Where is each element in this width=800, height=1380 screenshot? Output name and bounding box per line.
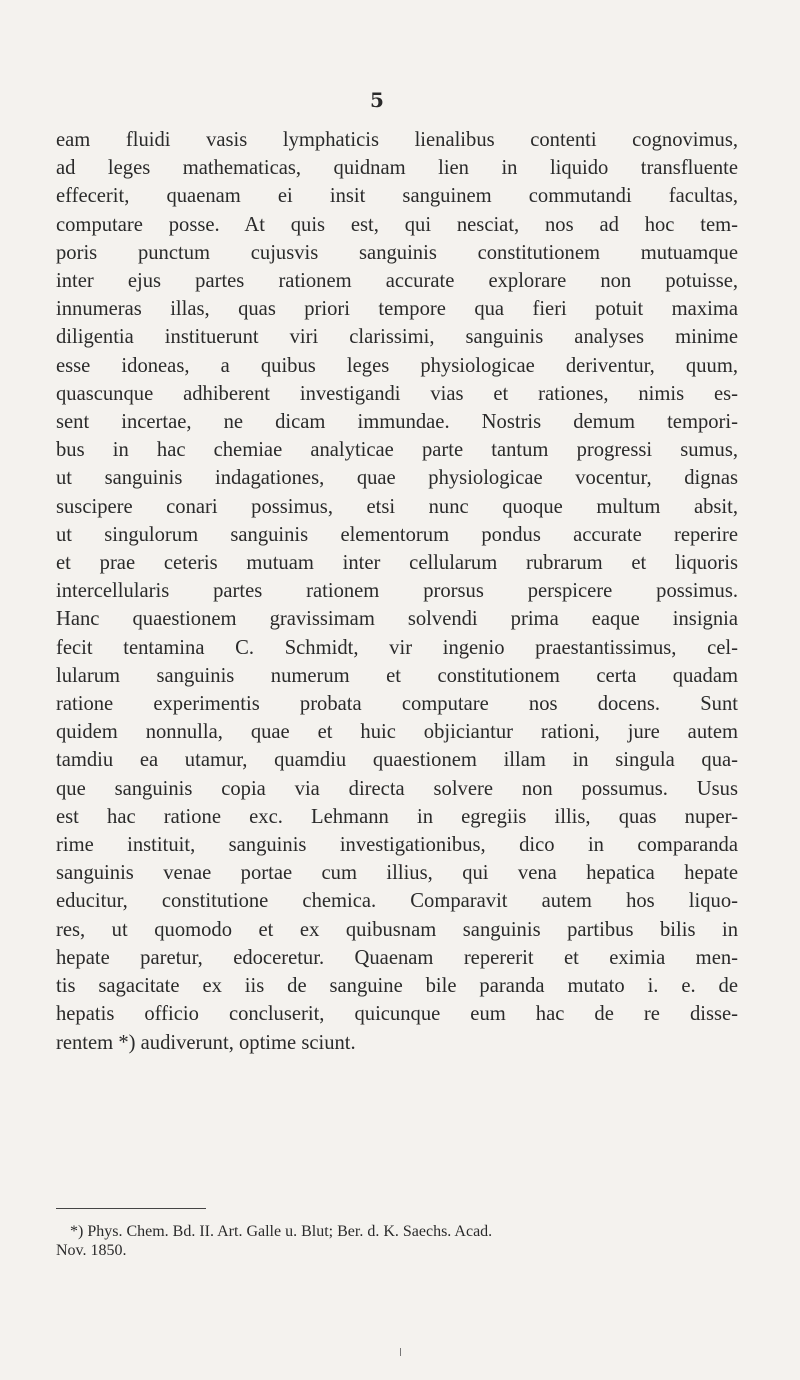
- footnote-line: *) Phys. Chem. Bd. II. Art. Galle u. Blut; Ber. d. K. Saechs. Acad.: [70, 1223, 493, 1240]
- text-line: Hanc quaestionem gravissimam solvendi prima eaque insignia: [56, 608, 738, 631]
- text-line: lularum sanguinis numerum et constitutionem certa quadam: [56, 664, 738, 687]
- text-line: rime instituit, sanguinis investigationibus, dico in comparanda: [56, 834, 738, 857]
- page-number: 5: [370, 88, 384, 112]
- text-line: ratione experimentis probata computare nos docens. Sunt: [56, 693, 738, 716]
- text-line: fecit tentamina C. Schmidt, vir ingenio praestantissimus, cel-: [56, 636, 738, 659]
- text-line: sent incertae, ne dicam immundae. Nostris demum tempori-: [56, 411, 738, 434]
- footnote: [56, 1222, 738, 1260]
- text-line: tamdiu ea utamur, quamdiu quaestionem illam in singula qua-: [56, 749, 738, 772]
- text-line: computare posse. At quis est, qui nesciat, nos ad hoc tem-: [56, 213, 738, 236]
- main-paragraph: [56, 126, 738, 1057]
- text-line: innumeras illas, quas priori tempore qua fieri potuit maxima: [56, 298, 738, 321]
- text-line: inter ejus partes rationem accurate explorare non potuisse,: [56, 270, 738, 293]
- text-line: quidem nonnulla, quae et huic objiciantur rationi, jure autem: [56, 721, 738, 744]
- text-line: educitur, constitutione chemica. Comparavit autem hos liquo-: [56, 890, 738, 913]
- text-line: ut sanguinis indagationes, quae physiologicae vocentur, dignas: [56, 467, 738, 490]
- text-line: ut singulorum sanguinis elementorum pondus accurate reperire: [56, 523, 738, 546]
- text-line: suscipere conari possimus, etsi nunc quoque multum absit,: [56, 495, 738, 518]
- text-line: diligentia instituerunt viri clarissimi, sanguinis analyses minime: [56, 326, 738, 349]
- text-line: effecerit, quaenam ei insit sanguinem commutandi facultas,: [56, 185, 738, 208]
- text-line: est hac ratione exc. Lehmann in egregiis illis, quas nuper-: [56, 805, 738, 828]
- text-line: eam fluidi vasis lymphaticis lienalibus contenti cognovimus,: [56, 129, 738, 151]
- text-line: quascunque adhiberent investigandi vias et rationes, nimis es-: [56, 382, 738, 405]
- text-line: hepatis officio concluserit, quicunque eum hac de re disse-: [56, 1003, 738, 1026]
- text-line: hepate paretur, edoceretur. Quaenam repererit et eximia men-: [56, 946, 738, 969]
- text-line: que sanguinis copia via directa solvere non possumus. Usus: [56, 777, 738, 800]
- footnote-line: Nov. 1850.: [56, 1242, 127, 1259]
- text-line: poris punctum cujusvis sanguinis constitutionem mutuamque: [56, 241, 738, 264]
- text-line: esse idoneas, a quibus leges physiologicae deriventur, quum,: [56, 354, 738, 377]
- text-line: ad leges mathematicas, quidnam lien in liquido transfluente: [56, 157, 738, 180]
- text-line: rentem *) audiverunt, optime sciunt.: [56, 1031, 356, 1054]
- text-line: tis sagacitate ex iis de sanguine bile paranda mutato i. e. de: [56, 975, 738, 998]
- text-line: res, ut quomodo et ex quibusnam sanguinis partibus bilis in: [56, 918, 738, 941]
- text-line: sanguinis venae portae cum illius, qui vena hepatica hepate: [56, 862, 738, 885]
- text-line: et prae ceteris mutuam inter cellularum rubrarum et liquoris: [56, 552, 738, 575]
- footnote-divider: [56, 1208, 206, 1209]
- paper-speck: [400, 1348, 401, 1356]
- text-line: intercellularis partes rationem prorsus perspicere possimus.: [56, 580, 738, 603]
- text-line: bus in hac chemiae analyticae parte tantum progressi sumus,: [56, 439, 738, 462]
